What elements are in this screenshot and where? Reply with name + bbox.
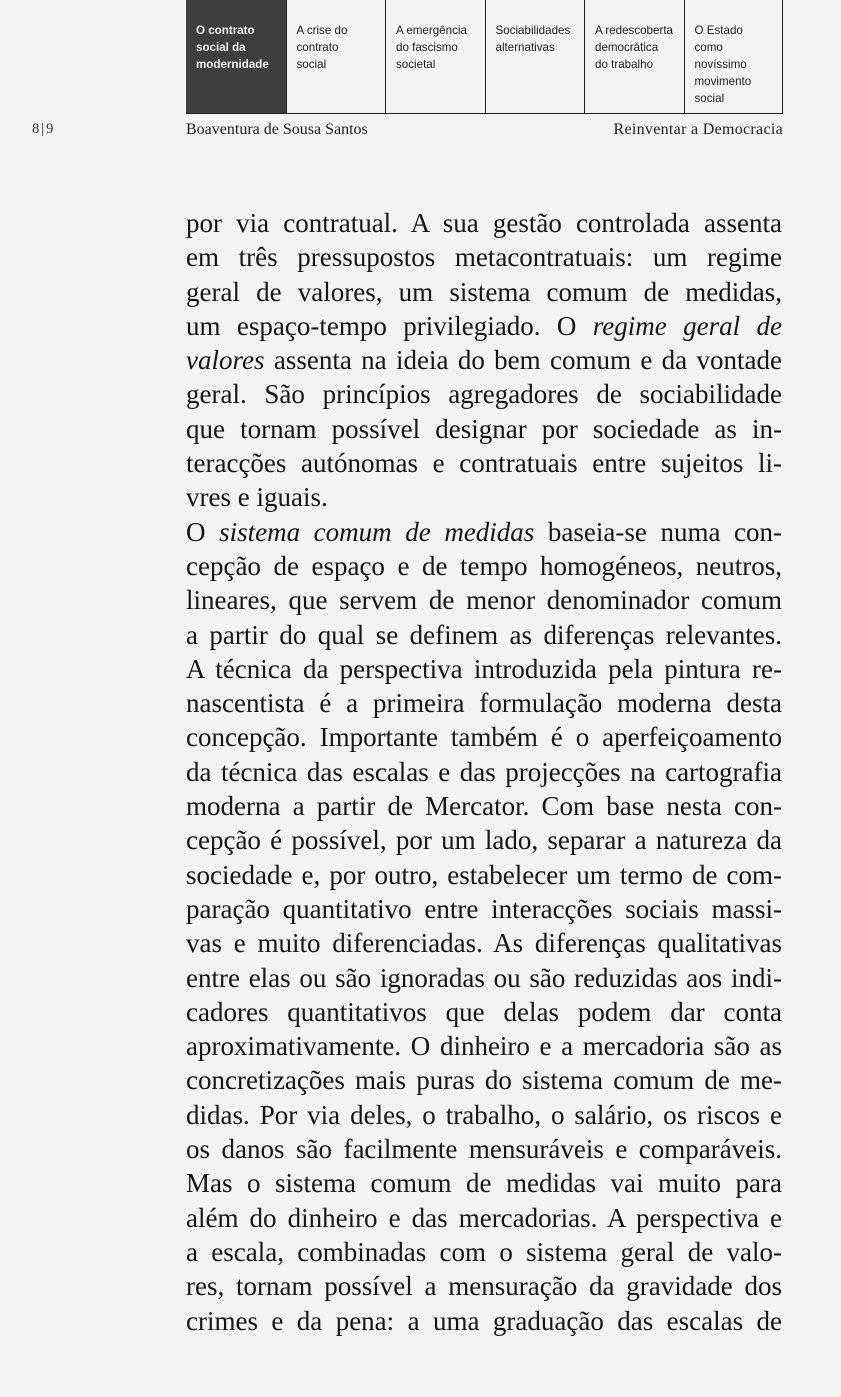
text-line: sociedade e, por outro, estabelecer um termo de com- [186,859,782,890]
text-line: vas e muito diferenciadas. As diferenças qualitativas [186,928,782,959]
text-line: didas. Por via deles, o trabalho, o salário, os riscos e [186,1099,782,1130]
chapter-nav-tabs [186,0,783,114]
text-line: teracções autónomas e contratuais entre sujeitos li- [186,448,782,479]
tab-o-contrato-social-da-modernidade[interactable]: O contrato social da modernidade [186,0,286,113]
text-span: O [186,516,220,547]
italic-term-regime-geral: regime geral de [592,310,783,341]
text-line: geral de valores, um sistema comum de medidas, [186,276,782,307]
tab-a-crise-do-contrato-social[interactable]: A crise do contrato social [286,0,386,113]
tab-a-emergencia-do-fascismo-societal[interactable]: A emergência do fascismo societal [385,0,485,113]
text-line: vres e iguais. [186,482,328,513]
page-number-left: 8 [32,121,41,137]
running-header-author: Boaventura de Sousa Santos [186,121,368,138]
text-line: além do dinheiro e das mercadorias. A perspectiva e [186,1202,782,1233]
text-line: paração quantitativo entre interacções sociais massi- [186,893,782,924]
text-line: que tornam possível designar por sociedade as in- [186,413,782,444]
text-line: concepção. Importante também é o aperfeiçoamento [186,722,782,753]
text-line: res, tornam possível a mensuração da gravidade dos [186,1271,782,1302]
text-line: cepção é possível, por um lado, separar a natureza da [186,825,782,856]
italic-term-sistema-comum-de-medidas: sistema comum de medidas [219,516,535,547]
text-line: entre elas ou são ignoradas ou são reduzidas aos indi- [186,962,782,993]
text-line: a escala, combinadas com o sistema geral de valo- [186,1236,782,1267]
text-line: nascentista é a primeira formulação moderna desta [186,688,782,719]
text-line: por via contratual. A sua gestão controlada assenta [186,208,782,238]
text-line: aproximativamente. O dinheiro e a mercadoria são as [186,1031,782,1062]
body-text [186,206,782,1338]
text-span: assenta na ideia do bem comum e da vontade [264,345,782,376]
tab-o-estado-como-novissimo-movimento-social[interactable]: O Estado como novíssimo movimento social [684,0,784,113]
text-line: da técnica das escalas e das projecções na cartografia [186,756,782,787]
text-line: cepção de espaço e de tempo homogéneos, neutros, [186,550,782,581]
text-line: geral. São princípios agregadores de sociabilidade [186,379,782,410]
page-number [32,121,54,138]
page-number-right: 9 [46,121,55,137]
tab-sociabilidades-alternativas[interactable]: Sociabilidades alternativas [485,0,585,113]
running-header-book-title: Reinventar a Democracia [613,121,783,138]
text-line: em três pressupostos metacontratuais: um regime [186,242,782,273]
text-line [186,309,782,343]
italic-term-valores: valores [186,345,265,376]
text-line: concretizações mais puras do sistema comum de me- [186,1065,782,1096]
tab-a-redescoberta-democratica-do-trabalho[interactable]: A redescoberta democrática do trabalho [584,0,684,113]
text-line: lineares, que servem de menor denominador comum [186,585,782,616]
page-number-separator: | [41,121,46,137]
text-line [186,515,782,549]
text-line: Mas o sistema comum de medidas vai muito para [186,1168,782,1199]
text-line: cadores quantitativos que delas podem dar conta [186,996,782,1027]
text-line [186,343,782,377]
text-line: A técnica da perspectiva introduzida pela pintura re- [186,653,782,684]
text-line: moderna a partir de Mercator. Com base nesta con- [186,791,782,822]
text-span: um espaço-tempo privilegiado. O [186,310,577,341]
text-line: os danos são facilmente mensuráveis e comparáveis. [186,1134,782,1165]
text-line: crimes e da pena: a uma graduação das escalas de [186,1305,782,1336]
text-line: a partir do qual se definem as diferenças relevantes. [186,619,782,650]
text-span: baseia-se numa con- [534,516,782,547]
